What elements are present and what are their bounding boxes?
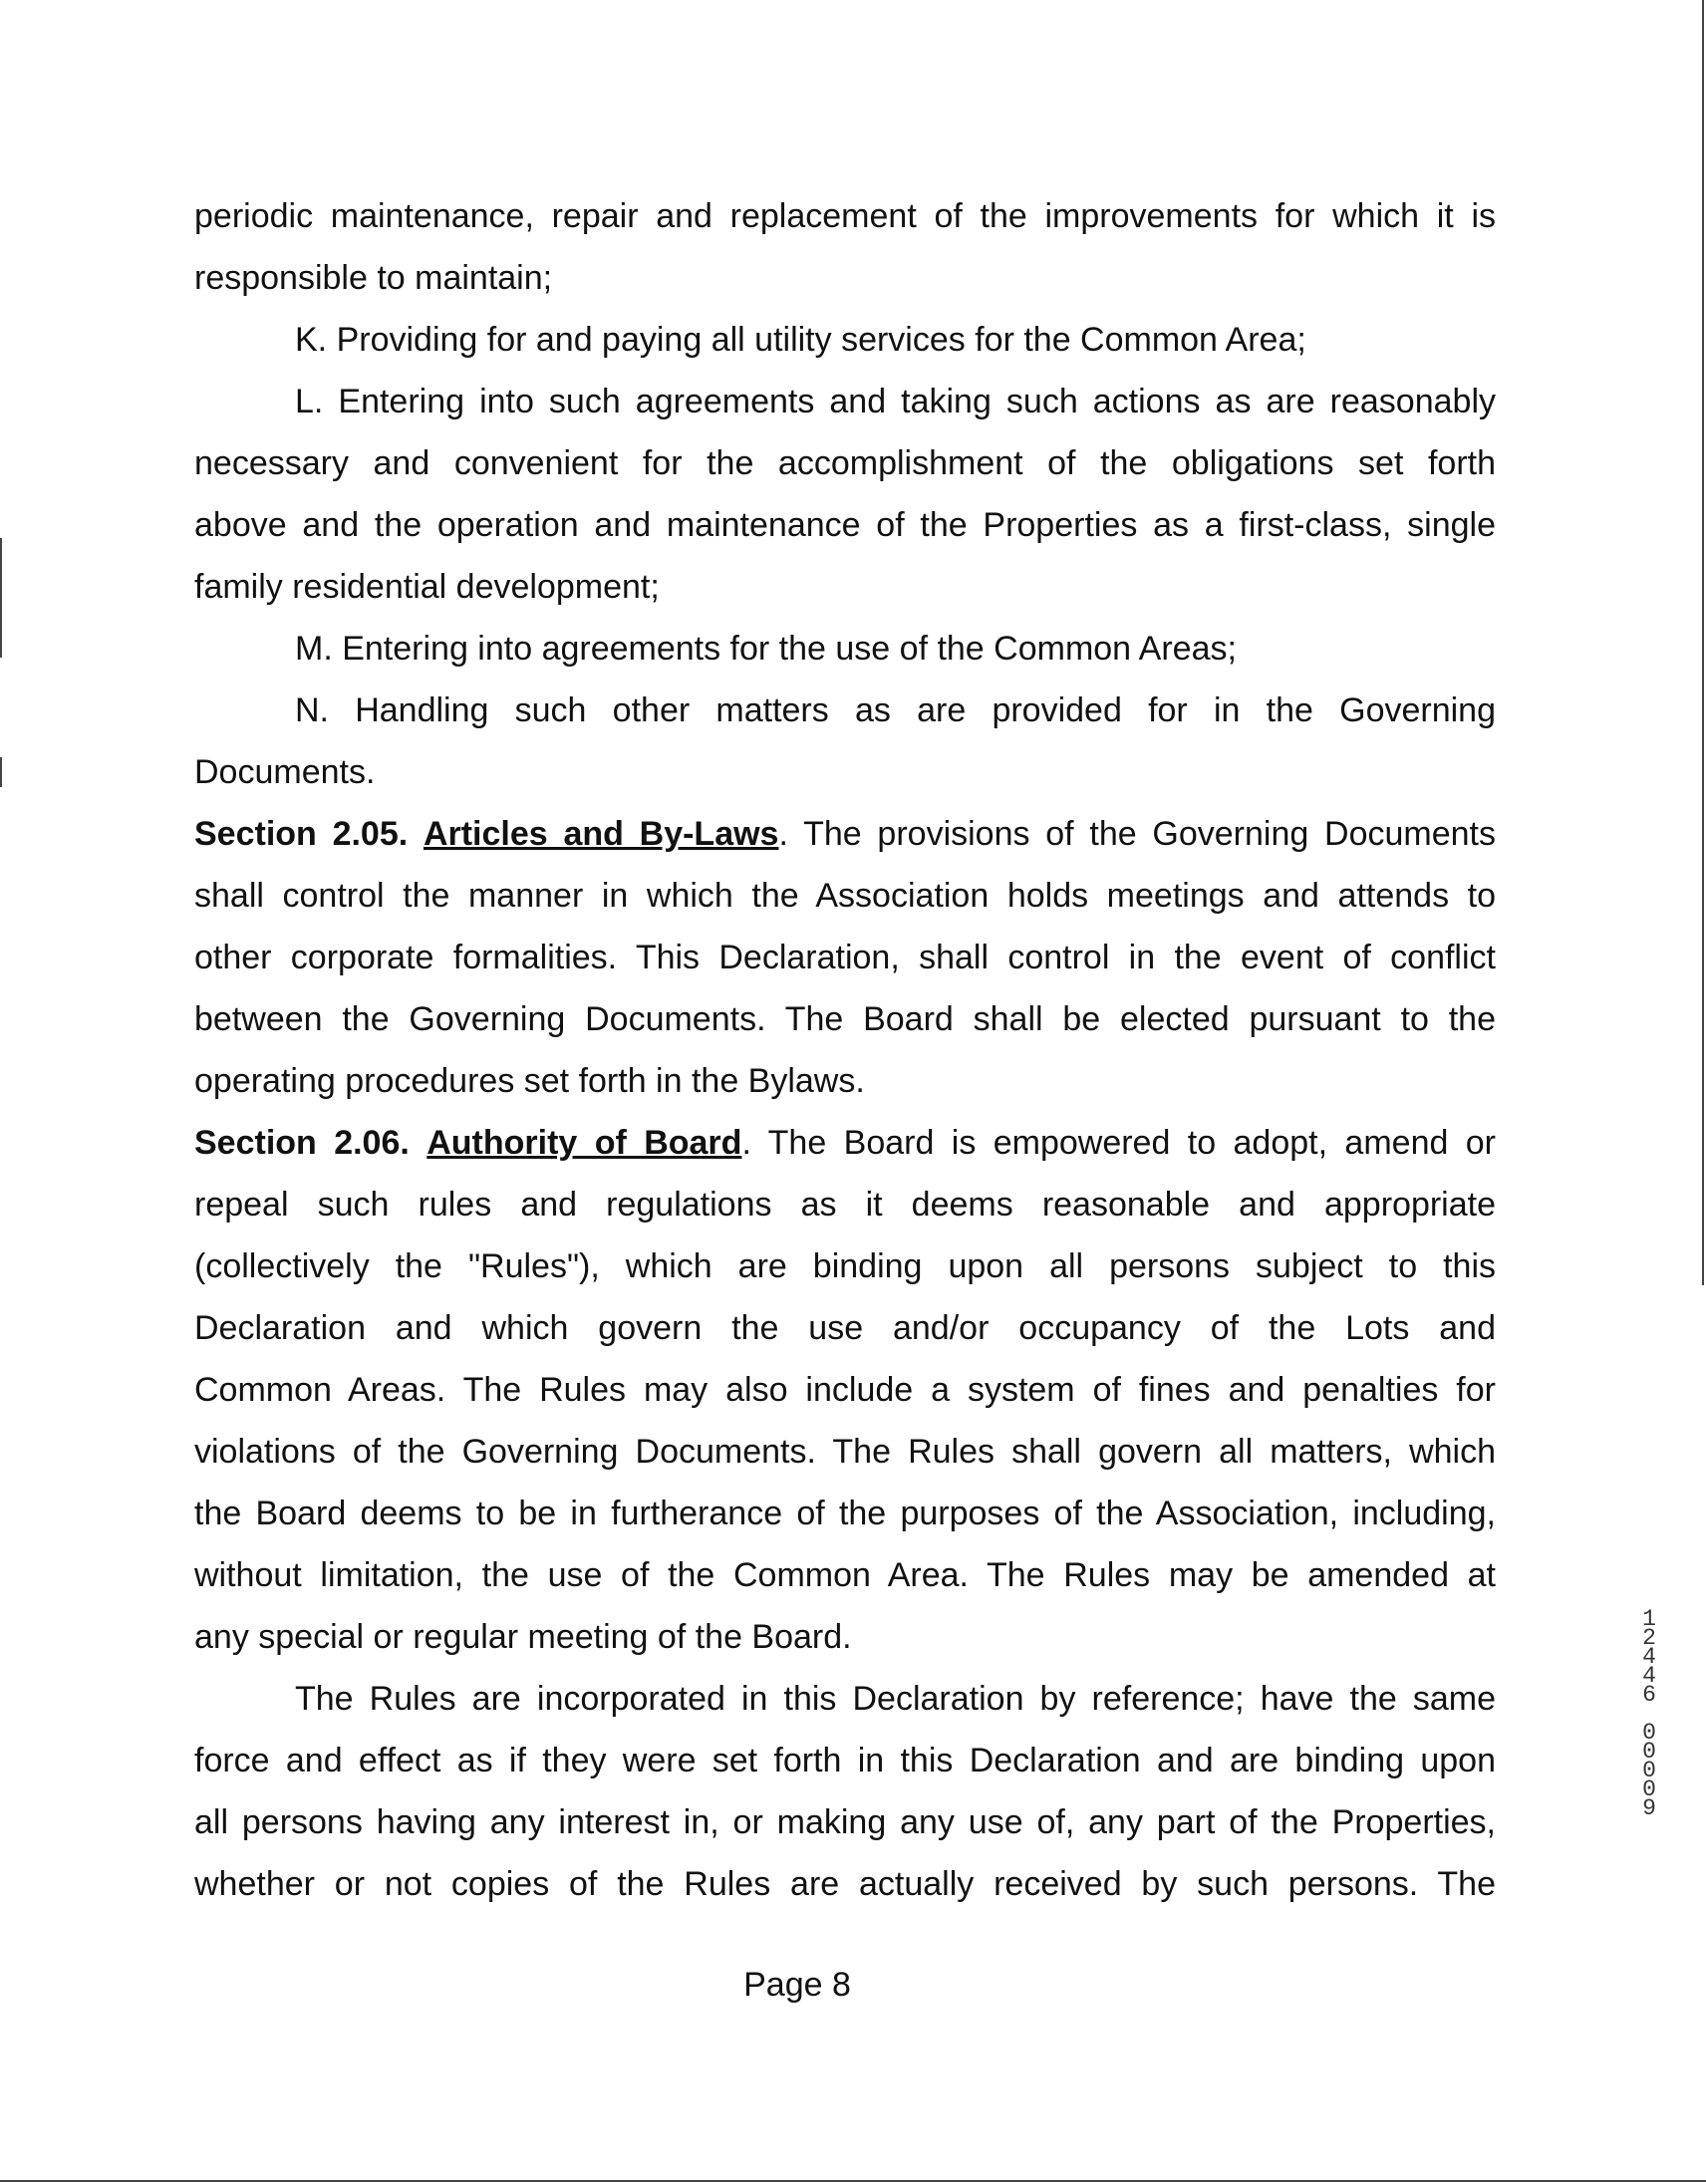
- section-text: . The Board is empowered to adopt, amend or: [741, 1124, 1496, 1162]
- document-body: [194, 185, 1496, 1915]
- text-line: periodic maintenance, repair and replacement of the improvements for which it is: [194, 197, 1496, 235]
- section-number: Section 2.06.: [194, 1124, 410, 1162]
- section-title: Authority of Board: [426, 1124, 742, 1162]
- stamp-digit: 6: [1642, 1682, 1656, 1708]
- text-line: other corporate formalities. This Declaration, shall control in the event of conflict: [194, 939, 1496, 976]
- stamp-digit: 4: [1642, 1644, 1656, 1670]
- paragraph-section-2-05: [194, 803, 1496, 1112]
- text-line: family residential development;: [194, 568, 660, 606]
- text-line: whether or not copies of the Rules are actually received by such persons. The: [194, 1865, 1496, 1903]
- text-line: violations of the Governing Documents. The Rules shall govern all matters, which: [194, 1433, 1496, 1471]
- text-line: (collectively the "Rules"), which are binding upon all persons subject to this: [194, 1247, 1496, 1285]
- text-line: Common Areas. The Rules may also include a system of fines and penalties for: [194, 1371, 1496, 1409]
- text-line: M. Entering into agreements for the use of the Common Areas;: [295, 630, 1237, 668]
- text-line: necessary and convenient for the accomplishment of the obligations set forth: [194, 444, 1496, 482]
- section-number: Section 2.05.: [194, 815, 409, 853]
- recording-stamp: [1634, 1606, 1664, 1821]
- stamp-digit: 0: [1642, 1720, 1656, 1746]
- text-line: N. Handling such other matters as are provided for in the Governing: [295, 691, 1496, 729]
- stamp-digit: 0: [1642, 1739, 1656, 1765]
- paragraph-p1: [194, 185, 1496, 309]
- text-line: repeal such rules and regulations as it deems reasonable and appropriate: [194, 1186, 1496, 1224]
- text-line: force and effect as if they were set forth in this Declaration and are binding upon: [194, 1742, 1496, 1779]
- paragraph-rules-paragraph: [194, 1668, 1496, 1915]
- text-line: K. Providing for and paying all utility services for the Common Area;: [295, 321, 1306, 359]
- text-line: The Rules are incorporated in this Declaration by reference; have the same: [295, 1680, 1496, 1718]
- paragraph-item-l: [194, 371, 1496, 618]
- text-line: [194, 1112, 1496, 1174]
- section-title: Articles and By-Laws: [423, 815, 779, 853]
- text-line: Documents.: [194, 753, 376, 791]
- scan-edge-bottom: [0, 2180, 1706, 2182]
- text-line: L. Entering into such agreements and taking such actions as are reasonably: [295, 383, 1496, 420]
- paragraph-section-2-06: [194, 1112, 1496, 1668]
- paragraph-item-m: [194, 618, 1496, 680]
- paragraph-item-k: [194, 309, 1496, 371]
- text-line: operating procedures set forth in the Bylaws.: [194, 1062, 865, 1100]
- text-line: [194, 803, 1496, 865]
- text-line: any special or regular meeting of the Board.: [194, 1618, 852, 1656]
- section-text: . The provisions of the Governing Documents: [778, 815, 1496, 853]
- stamp-digit: 4: [1642, 1663, 1656, 1689]
- scan-edge-right: [1702, 0, 1704, 1285]
- paragraph-item-n: [194, 680, 1496, 803]
- text-line: responsible to maintain;: [194, 259, 553, 297]
- text-line: Declaration and which govern the use and/or occupancy of the Lots and: [194, 1309, 1496, 1347]
- text-line: shall control the manner in which the Association holds meetings and attends to: [194, 877, 1496, 915]
- stamp-digit: 9: [1642, 1795, 1656, 1821]
- text-line: between the Governing Documents. The Board shall be elected pursuant to the: [194, 1000, 1496, 1038]
- stamp-digit: 1: [1642, 1606, 1656, 1632]
- text-line: all persons having any interest in, or making any use of, any part of the Properties,: [194, 1803, 1496, 1841]
- stamp-digit: 2: [1642, 1625, 1656, 1651]
- scan-edge-left-lower: [0, 757, 2, 787]
- text-line: without limitation, the use of the Common Area. The Rules may be amended at: [194, 1556, 1496, 1594]
- text-line: the Board deems to be in furtherance of the purposes of the Association, including,: [194, 1495, 1496, 1532]
- text-line: above and the operation and maintenance of the Properties as a first-class, single: [194, 506, 1496, 544]
- page-number: Page 8: [743, 1966, 851, 2004]
- scan-edge-left: [0, 538, 2, 658]
- stamp-digit: 0: [1642, 1776, 1656, 1802]
- stamp-digit: 0: [1642, 1758, 1656, 1783]
